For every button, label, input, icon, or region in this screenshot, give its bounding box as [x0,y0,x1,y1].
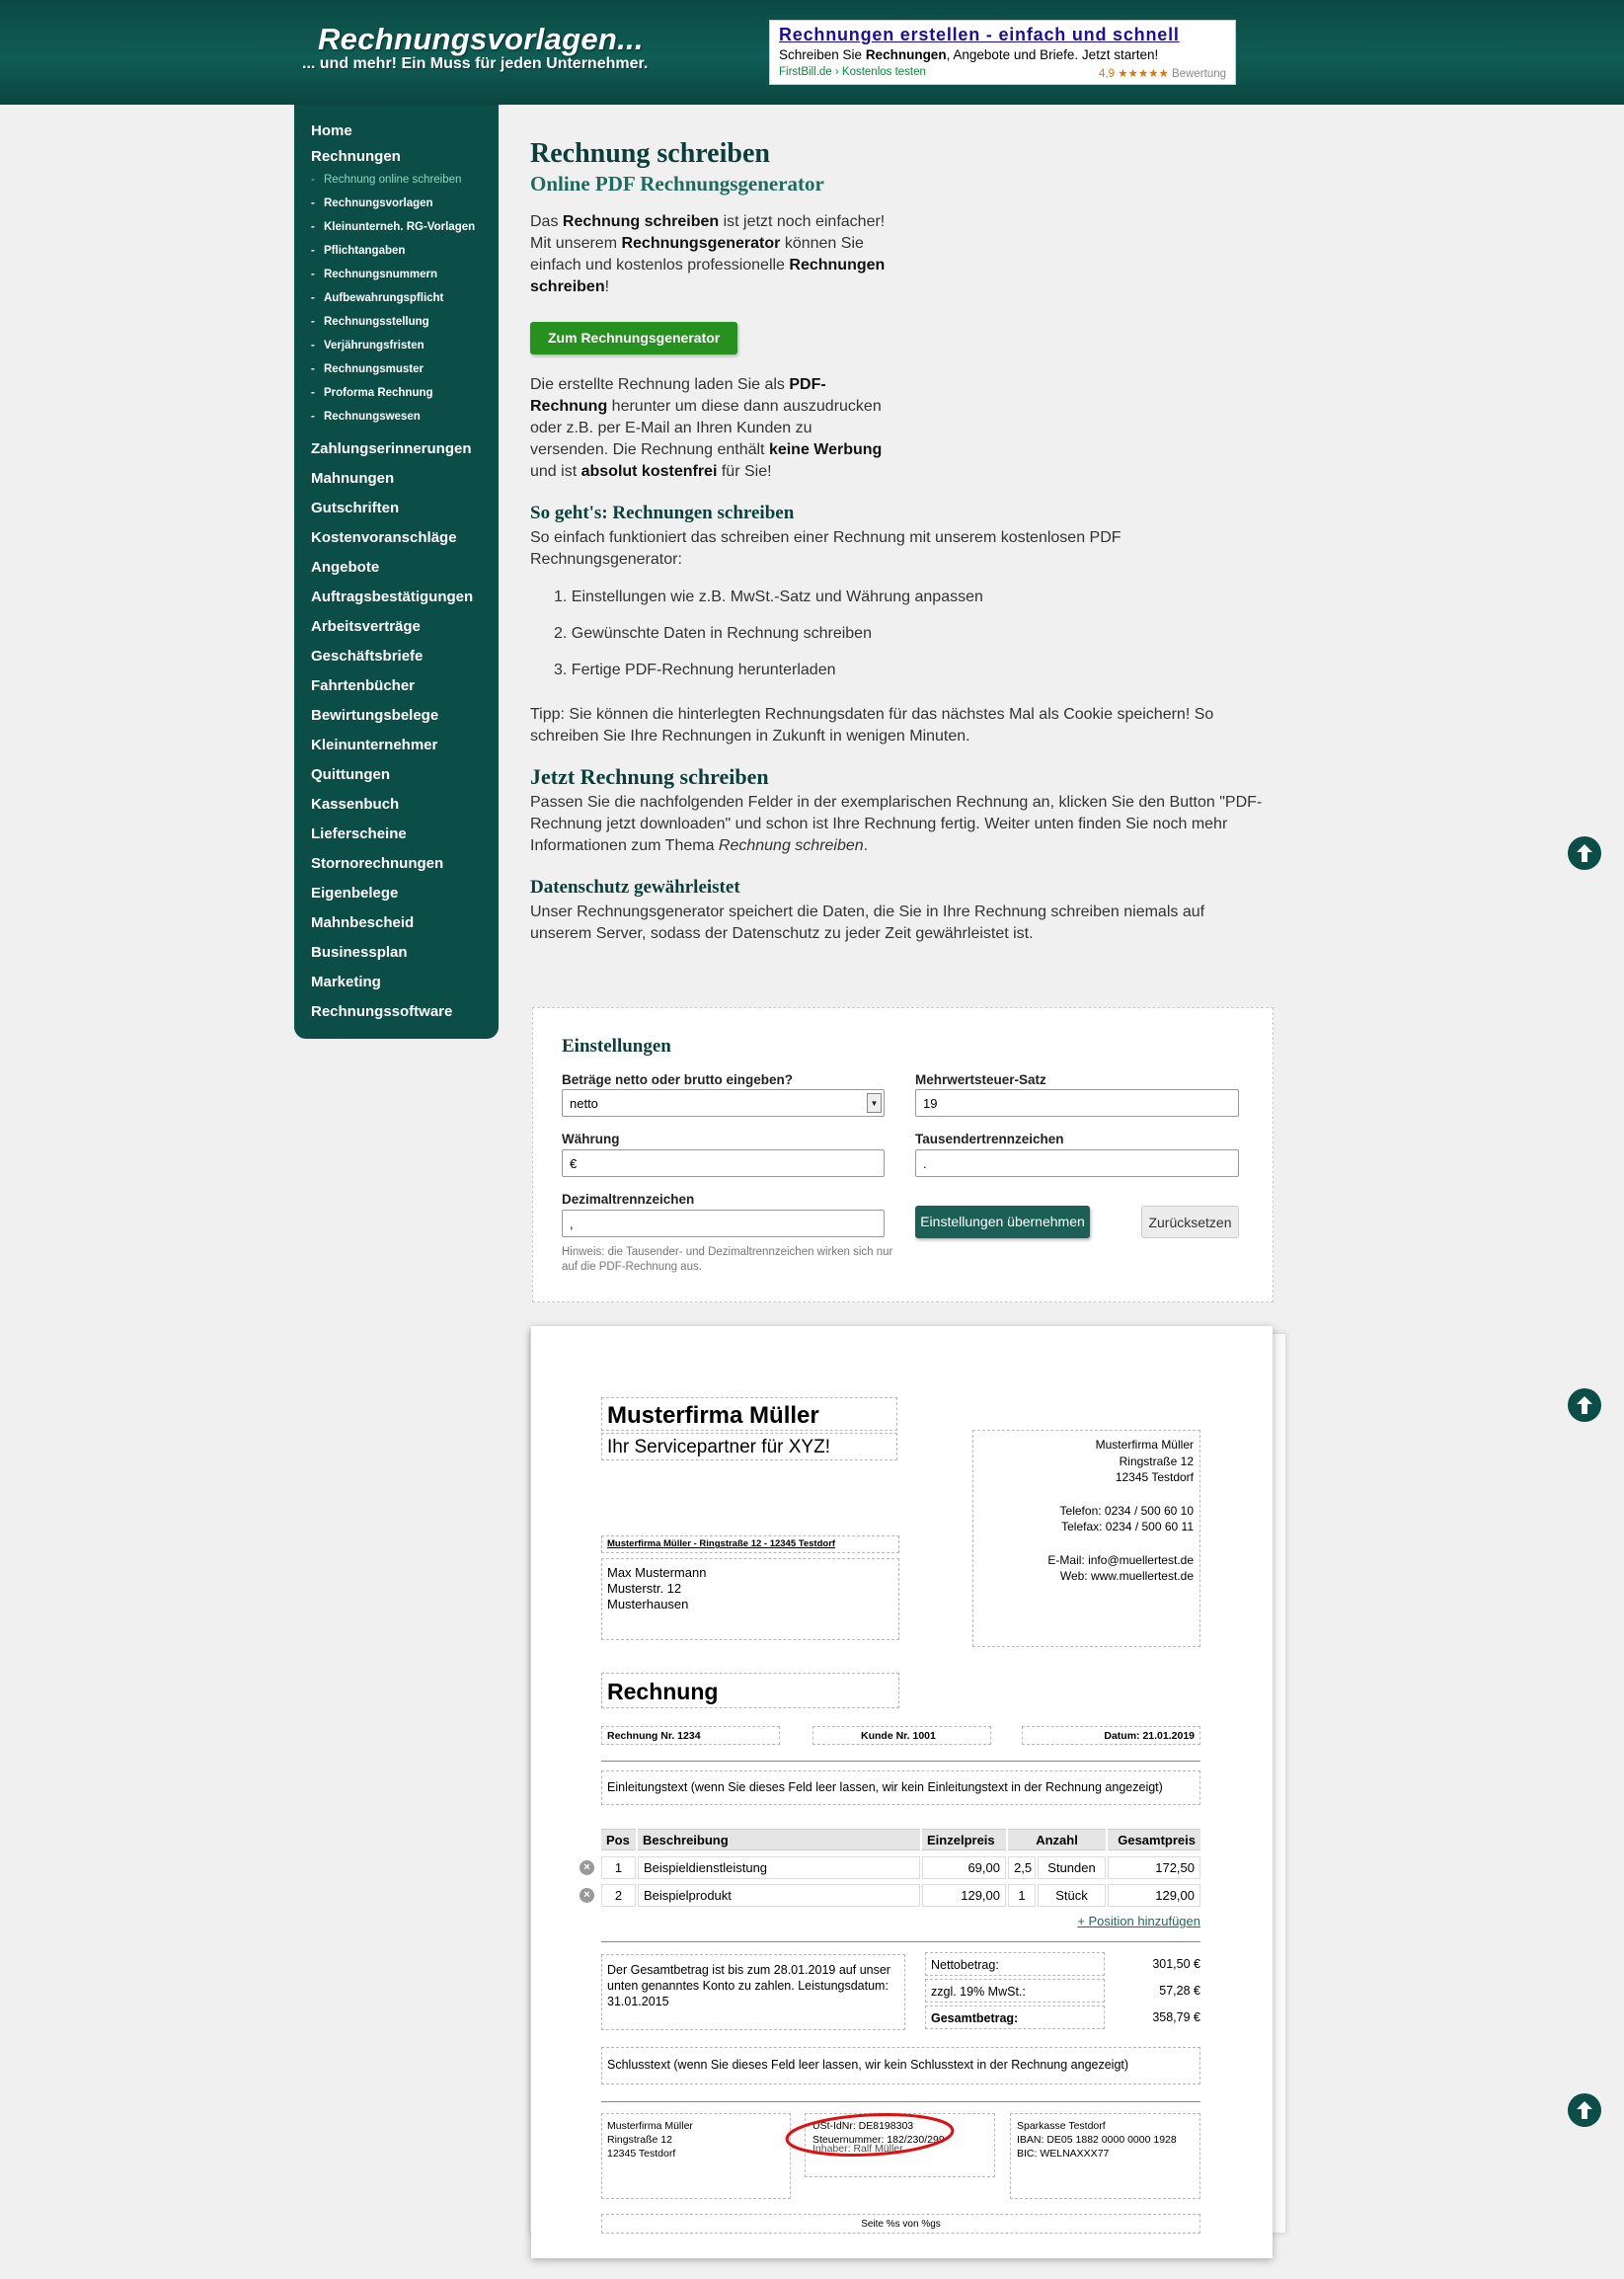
ad-text-bold: Rechnungen [865,47,947,62]
scroll-top-button[interactable] [1568,2093,1601,2127]
footer-left-name: Musterfirma Müller [607,2120,693,2132]
invoice-title: Rechnung [607,1679,719,1704]
arrow-up-icon [1576,2100,1593,2120]
customer-number: Kunde Nr. 1001 [861,1730,936,1742]
netto-label-invoice: Nettobetrag: [931,1958,999,1972]
sender-address-field[interactable] [972,1430,1200,1647]
sender-email: E-Mail: info@muellertest.de [1047,1552,1194,1567]
footer-left-street: Ringstraße 12 [607,2134,672,2146]
ad-rating [1099,66,1226,80]
sidebar-item[interactable]: Zahlungserinnerungen [311,440,472,457]
row-2-qty[interactable]: 1 [1008,1884,1036,1907]
gross-label-field[interactable] [925,2005,1105,2029]
company-name-field[interactable] [601,1397,897,1431]
sender-name: Musterfirma Müller [1095,1438,1194,1452]
col-header-total: Gesamtpreis [1108,1829,1200,1850]
sidebar-item[interactable]: Auftragsbestätigungen [311,589,474,605]
closing-text: Schlusstext (wenn Sie dieses Feld leer lassen, wir kein Schlusstext in der Rechnung angezeigt) [607,2058,1129,2072]
ad-rating-value: 4,9 [1099,68,1116,80]
sender-fax: Telefax: 0234 / 500 60 11 [1061,1520,1194,1533]
sidebar-subitem-label: Rechnungsstellung [324,316,429,328]
divider [601,1761,1200,1762]
now-text-pre: Passen Sie die nachfolgenden Felder in der exemplarischen Rechnung an, klicken Sie den Button "PDF-Rechnung jetzt downloaden" und schon ist Ihre Rechnung fertig. Weiter unten finden Sie noch mehr Informationen zum Thema [530,794,1263,854]
netto-select-value: netto [570,1096,598,1111]
intro-t4: ! [604,278,610,295]
arrow-up-icon [1576,843,1593,863]
row-2-total: 129,00 [1108,1884,1200,1907]
ad-title-link[interactable]: Rechnungen erstellen - einfach und schnell [779,25,1180,44]
sidebar-subitem[interactable] [294,263,499,286]
page-footer-field[interactable] [601,2214,1200,2234]
sidebar-item[interactable]: Kostenvoranschläge [311,529,457,546]
intro-text-field[interactable] [601,1770,1200,1805]
customer-number-field[interactable] [812,1726,991,1745]
sidebar-menu [294,434,499,1027]
privacy-heading: Datenschutz gewährleistet [530,877,740,898]
payment-text: Der Gesamtbetrag ist bis zum 28.01.2019 auf unser unten genanntes Konto zu zahlen. Leistungsdatum: 31.01.2015 [607,1963,890,2008]
sidebar-item[interactable]: Businessplan [311,944,408,961]
col-header-price: Einzelpreis [922,1829,1006,1850]
main-content [530,138,1274,945]
arrow-up-icon [1576,1395,1593,1415]
dash-bullet: - [311,340,315,352]
sidebar-subitem-label: Kleinunterneh. RG-Vorlagen [324,221,476,233]
dash-bullet: - [311,269,315,280]
howto-heading: So geht's: Rechnungen schreiben [530,503,795,523]
intro-b2: Rechnungsgenerator [621,235,781,252]
mwst-label: Mehrwertsteuer-Satz [915,1072,1046,1087]
netto-value: 301,50 € [1152,1957,1200,1971]
sidebar-item[interactable]: Fahrtenbücher [311,677,416,694]
scroll-top-button[interactable] [1568,1388,1601,1422]
intro-b1: Rechnung schreiben [562,213,720,230]
sidebar-item[interactable]: Angebote [311,559,380,576]
sidebar-subitem[interactable] [294,192,499,215]
scroll-top-button[interactable] [1568,836,1601,870]
sidebar-item[interactable]: Mahnbescheid [311,914,415,931]
tax-label-field[interactable] [925,1979,1105,2003]
thousands-input[interactable]: . [915,1149,1239,1177]
divider [601,2101,1200,2102]
gross-label: Gesamtbetrag: [931,2011,1019,2025]
sidebar-subitem[interactable] [294,310,499,334]
apply-settings-button[interactable]: Einstellungen übernehmen [915,1206,1090,1238]
step-item: 3. Fertige PDF-Rechnung herunterladen [554,662,836,678]
sender-web: Web: www.muellertest.de [1059,1569,1194,1583]
netto-select[interactable] [562,1089,885,1117]
invoice-date: Datum: 21.01.2019 [1104,1730,1195,1742]
invoice-date-field[interactable] [1022,1726,1200,1745]
sidebar-item[interactable]: Marketing [311,974,381,990]
footer-tax-number: Steuernummer: 182/230/299 [812,2134,945,2146]
privacy-text: Unser Rechnungsgenerator speichert die Daten, die Sie in Ihre Rechnung schreiben niemals auf unserem Server, sodass der Datenschutz zu jeder Zeit gewährleistet ist. [530,904,1205,942]
sidebar-subitem-label: Aufbewahrungspflicht [324,292,444,304]
col-header-qty: Anzahl [1008,1829,1106,1850]
step-item: 1. Einstellungen wie z.B. MwSt.-Satz und Währung anpassen [554,589,983,605]
sidebar-item[interactable]: Stornorechnungen [311,855,444,872]
col-header-pos: Pos [601,1829,636,1850]
dash-bullet: - [311,363,315,375]
ad-banner[interactable] [769,20,1236,85]
sidebar-subitem-label: Rechnungsmuster [324,363,424,375]
footer-iban: IBAN: DE05 1882 0000 0000 1928 [1017,2134,1177,2146]
slogan: Ihr Servicepartner für XYZ! [607,1437,830,1457]
recipient-address [607,1565,706,1612]
sidebar-item-home[interactable]: Home [311,122,352,139]
closing-text-field[interactable] [601,2047,1200,2084]
sidebar-item[interactable]: Geschäftsbriefe [311,648,424,665]
step-item: 2. Gewünschte Daten in Rechnung schreiben [554,625,872,642]
row-1-pos[interactable]: 1 [601,1856,636,1879]
footer-left [607,2119,693,2161]
return-line-field[interactable] [601,1535,899,1553]
sidebar-subitem-label: Proforma Rechnung [324,387,433,399]
page-title: Rechnung schreiben [530,138,770,169]
sidebar-subitem[interactable] [294,286,499,310]
intro-text-invoice: Einleitungstext (wenn Sie dieses Feld leer lassen, wir kein Einleitungstext in der Rechnung angezeigt) [607,1780,1163,1794]
sidebar-subitem-label: Rechnung online schreiben [324,174,462,186]
remove-row-icon[interactable]: × [580,1888,594,1903]
return-line: Musterfirma Müller - Ringstraße 12 - 12345 Testdorf [607,1538,836,1549]
footer-left-city: 12345 Testdorf [607,2148,676,2160]
now-text-em: Rechnung schreiben [718,837,864,854]
page-footer: Seite %s von %gs [861,2219,941,2230]
invoice-title-field[interactable] [601,1673,899,1708]
intro-text [530,211,897,298]
invoice-number-field[interactable] [601,1726,780,1745]
sidebar-item-rechnungen[interactable]: Rechnungen [311,148,401,165]
sidebar-item[interactable]: Rechnungssoftware [311,1003,453,1020]
ad-text-post: , Angebote und Briefe. Jetzt starten! [946,47,1159,62]
divider [601,1941,1200,1942]
row-1-desc[interactable]: Beispieldienstleistung [638,1856,920,1879]
dash-bullet: - [311,245,315,257]
intro-t2: ist jetzt noch einfacher! Mit unserem [530,213,886,252]
payment-text-field[interactable] [601,1954,905,2030]
sidebar-subitem-label: Rechnungsvorlagen [324,197,433,209]
dash-bullet: - [311,197,315,209]
download-t4: für Sie! [717,463,772,480]
decimal-label: Dezimaltrennzeichen [562,1192,695,1207]
remove-row-icon[interactable]: × [580,1860,594,1875]
footer-right [1017,2119,1177,2161]
intro-t3: können Sie einfach und kostenlos professionelle [530,235,864,274]
intro-t1: Das [530,213,563,230]
row-2-unit[interactable]: Stück [1038,1884,1106,1907]
sender-phone: Telefon: 0234 / 500 60 10 [1059,1503,1194,1518]
settings-hint: Hinweis: die Tausender- und Dezimaltrennzeichen wirken sich nur auf die PDF-Rechnung aus. [562,1246,893,1273]
sidebar-item[interactable]: Arbeitsverträge [311,618,421,635]
reset-settings-button[interactable]: Zurücksetzen [1141,1206,1239,1238]
sidebar-item[interactable]: Eigenbelege [311,885,399,902]
row-1-total: 172,50 [1108,1856,1200,1879]
site-logo-subtitle: ... und mehr! Ein Muss für jeden Unternehmer. [302,55,649,72]
footer-vat: USt-IdNr: DE8198303 [812,2120,914,2132]
netto-label: Beträge netto oder brutto eingeben? [562,1072,794,1087]
sidebar-nav [294,105,499,1039]
sidebar-subitem-label: Pflichtangaben [324,245,406,257]
sidebar-subitem[interactable] [294,334,499,357]
page-subtitle: Online PDF Rechnungsgenerator [530,172,824,196]
dash-bullet: - [311,221,315,233]
star-icon: ★★★★★ [1118,68,1169,80]
sidebar-item[interactable]: Mahnungen [311,470,395,487]
slogan-field[interactable] [601,1433,897,1460]
tax-value: 57,28 € [1159,1984,1200,1998]
sidebar-subitem-label: Rechnungswesen [324,411,421,423]
chevron-down-icon[interactable]: ▼ [867,1093,882,1113]
sender-address [1047,1437,1194,1585]
footer-left-field[interactable] [601,2113,791,2199]
ad-text [779,47,1226,62]
site-header [0,0,1624,105]
sender-street: Ringstraße 12 [1119,1454,1194,1468]
row-2-desc[interactable]: Beispielprodukt [638,1884,920,1907]
tax-label: zzgl. 19% MwSt.: [931,1985,1026,1999]
sidebar-subitem[interactable] [294,168,499,192]
settings-panel [532,1007,1274,1302]
recipient-name: Max Mustermann [607,1565,707,1580]
sidebar-subitem[interactable] [294,357,499,381]
sidebar-subitem[interactable] [294,215,499,239]
sidebar-item[interactable]: Kassenbuch [311,796,400,813]
row-2-price[interactable]: 129,00 [922,1884,1006,1907]
ad-source-link[interactable]: FirstBill.de › Kostenlos testen [779,66,926,78]
gross-value: 358,79 € [1152,2010,1200,2024]
sidebar-subitem[interactable] [294,381,499,405]
sidebar-item[interactable]: Bewirtungsbelege [311,707,439,724]
recipient-field[interactable] [601,1558,899,1640]
now-heading: Jetzt Rechnung schreiben [530,764,769,789]
dash-bullet: - [311,411,315,423]
footer-owner: Inhaber: Ralf Müller [812,2143,903,2155]
sidebar-subitem[interactable] [294,405,499,429]
row-1-price[interactable]: 69,00 [922,1856,1006,1879]
download-b3: absolut kostenfrei [580,463,718,480]
ad-text-pre: Schreiben Sie [779,47,866,62]
mwst-input[interactable]: 19 [915,1089,1239,1117]
dash-bullet: - [311,292,315,304]
recipient-city: Musterhausen [607,1597,689,1611]
thousands-label: Tausendertrennzeichen [915,1132,1064,1146]
sidebar-subitem-label: Verjährungsfristen [324,340,425,352]
site-logo-title[interactable]: Rechnungsvorlagen... [318,22,644,56]
now-text-post: . [863,837,869,854]
download-t2: herunter um diese dann auszudrucken oder z.B. per E-Mail an Ihren Kunden zu versenden. Die Rechnung enthält [530,398,882,458]
highlight-ellipse [781,2109,959,2161]
invoice-number: Rechnung Nr. 1234 [607,1730,701,1742]
howto-text: So einfach funktioniert das schreiben einer Rechnung mit unserem kostenlosen PDF Rechnungsgenerator: [530,529,1121,568]
footer-bic: BIC: WELNAXXX77 [1017,2148,1110,2160]
download-text [530,374,890,483]
currency-input[interactable]: € [562,1149,885,1177]
download-b1: PDF-Rechnung [530,376,826,415]
generator-button[interactable]: Zum Rechnungsgenerator [530,322,737,354]
sidebar-item[interactable]: Lieferscheine [311,825,407,842]
decimal-input[interactable]: , [562,1210,885,1237]
howto-steps [554,587,1274,696]
netto-label-field[interactable] [925,1952,1105,1976]
dash-bullet: - [311,316,315,328]
sidebar-submenu [294,168,499,429]
sidebar-subitem[interactable] [294,239,499,263]
currency-label: Währung [562,1132,620,1146]
invoice-paper [531,1326,1273,2258]
dash-bullet: - [311,387,315,399]
row-1-unit[interactable]: Stunden [1038,1856,1106,1879]
footer-right-field[interactable] [1010,2113,1200,2199]
dash-bullet: - [311,174,315,186]
company-name: Musterfirma Müller [607,1402,819,1429]
settings-title: Einstellungen [562,1036,671,1057]
col-header-desc: Beschreibung [638,1829,920,1850]
download-t1: Die erstellte Rechnung laden Sie als [530,376,790,393]
recipient-street: Musterstr. 12 [607,1581,682,1596]
row-1-qty[interactable]: 2,5 [1008,1856,1036,1879]
intro-b3: Rechnungen schreiben [530,257,886,295]
sidebar-item[interactable]: Kleinunternehmer [311,737,438,753]
footer-bank: Sparkasse Testdorf [1017,2120,1106,2132]
ad-footer [779,66,1226,80]
add-position-link[interactable]: + Position hinzufügen [1077,1914,1200,1928]
download-b2: keine Werbung [768,441,883,458]
row-2-pos[interactable]: 2 [601,1884,636,1907]
sidebar-item[interactable]: Quittungen [311,766,390,783]
sender-city: 12345 Testdorf [1115,1470,1194,1484]
now-text [530,792,1266,857]
tip-text: Tipp: Sie können die hinterlegten Rechnungsdaten für das nächstes Mal als Cookie speichern! So schreiben Sie Ihre Rechnungen in Zukunft in wenigen Minuten. [530,706,1214,745]
sidebar-item[interactable]: Gutschriften [311,500,400,516]
download-t3: und ist [530,463,581,480]
sidebar-subitem-label: Rechnungsnummern [324,269,438,280]
ad-rating-label: Bewertung [1172,68,1226,80]
